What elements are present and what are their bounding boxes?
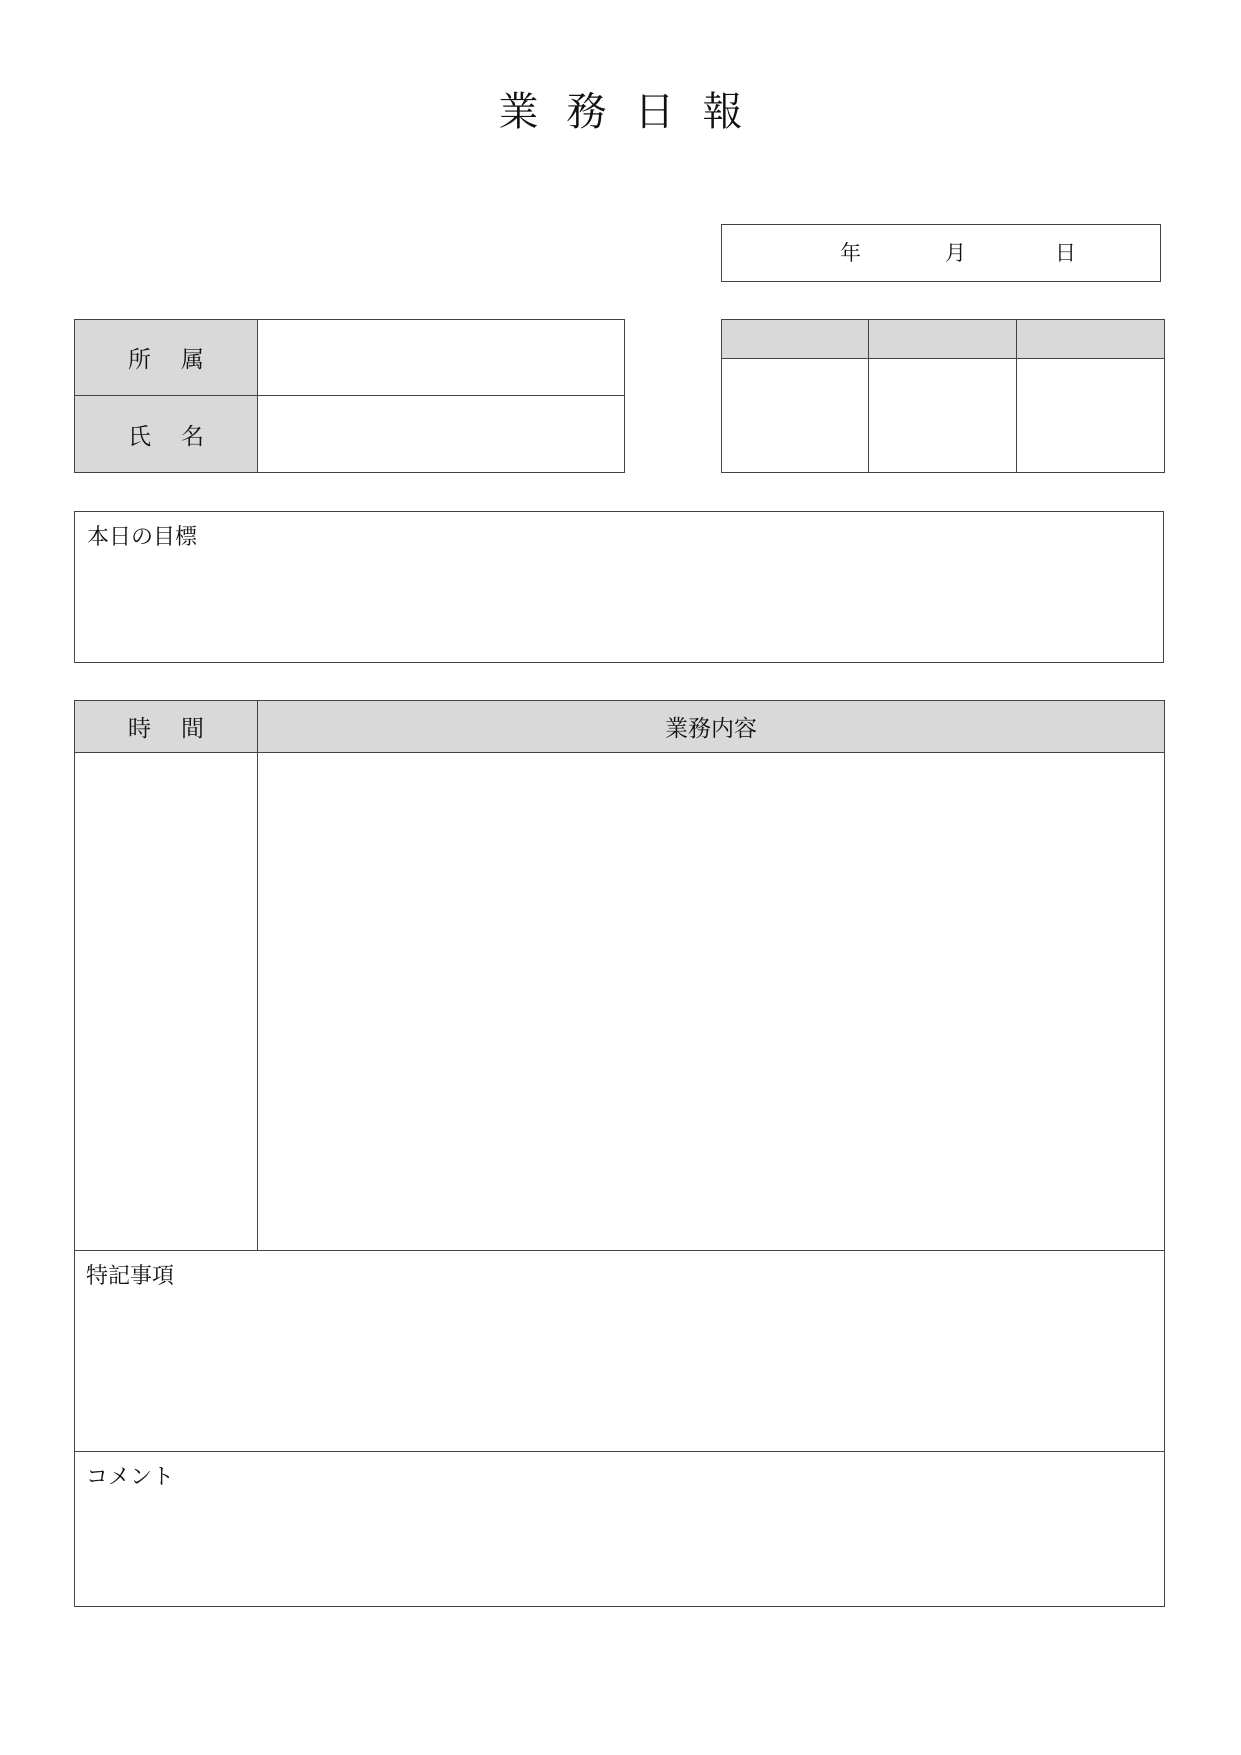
date-box[interactable] bbox=[721, 224, 1161, 282]
month-label: 月 bbox=[945, 241, 966, 265]
approval-stamp-cell[interactable] bbox=[869, 359, 1017, 473]
affiliation-label: 所属 bbox=[75, 320, 258, 396]
goal-label: 本日の目標 bbox=[87, 525, 198, 550]
approval-stamp-table bbox=[721, 319, 1165, 473]
approval-stamp-cell[interactable] bbox=[722, 359, 869, 473]
comment-field[interactable] bbox=[75, 1452, 1165, 1607]
work-content-field[interactable] bbox=[258, 753, 1165, 1251]
name-label: 氏名 bbox=[75, 396, 258, 473]
approval-stamp-cell[interactable] bbox=[1017, 359, 1165, 473]
approval-header-cell bbox=[722, 320, 869, 359]
time-header: 時間 bbox=[75, 701, 258, 753]
time-field[interactable] bbox=[75, 753, 258, 1251]
year-label: 年 bbox=[840, 241, 861, 265]
info-table bbox=[74, 319, 625, 473]
document-title: 業務日報 bbox=[498, 89, 771, 135]
work-table bbox=[74, 700, 1165, 1607]
goal-box[interactable] bbox=[74, 511, 1164, 663]
comment-label: コメント bbox=[86, 1465, 175, 1490]
day-label: 日 bbox=[1055, 241, 1076, 265]
approval-header-cell bbox=[1017, 320, 1165, 359]
notes-field[interactable] bbox=[75, 1251, 1165, 1452]
name-field[interactable] bbox=[258, 396, 625, 473]
notes-label: 特記事項 bbox=[86, 1264, 175, 1289]
work-content-header: 業務内容 bbox=[258, 701, 1165, 753]
affiliation-field[interactable] bbox=[258, 320, 625, 396]
approval-header-cell bbox=[869, 320, 1017, 359]
